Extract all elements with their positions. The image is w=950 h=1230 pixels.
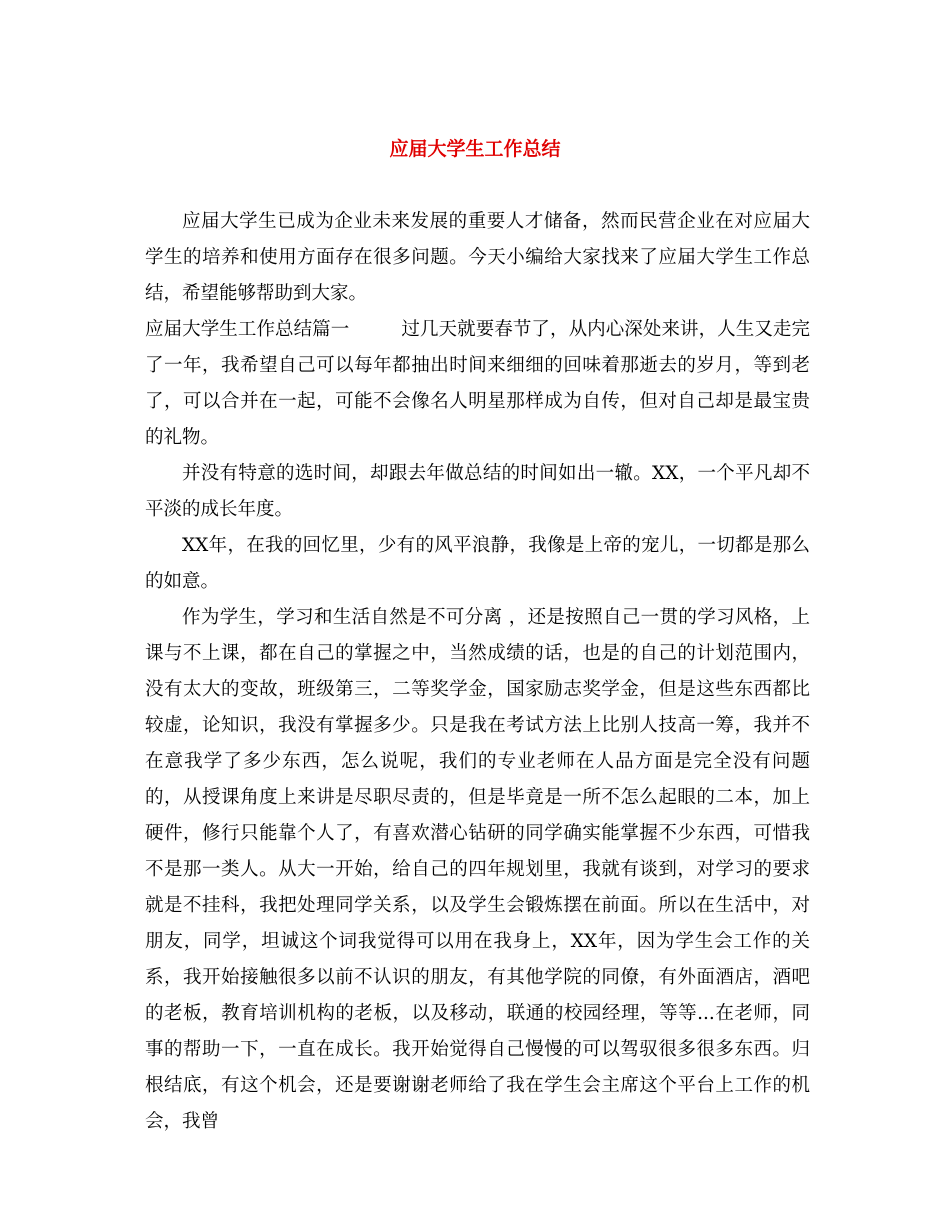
paragraph-4: 作为学生，学习和生活自然是不可分离 ，还是按照自己一贯的学习风格，上课与不上课，都在自己的掌握之中，当然成绩的话，也是的自己的计划范围内，没有太大的变故，班级第三，二等奖学金，国家励志奖学金，但是这些东西都比较虚，论知识，我没有掌握多少。只是我在考试方法上比别人技高一筹，我并不在意我学了多少东西，怎么说呢，我们的专业老师在人品方面是完全没有问题的，从授课角度上来讲是尽职尽责的，但是毕竟是一所不怎么起眼的二本，加上硬件，修行只能靠个人了，有喜欢潜心钻研的同学确实能掌握不少东西，可惜我不是那一类人。从大一开始，给自己的四年规划里，我就有谈到，对学习的要求就是不挂科，我把处理同学关系，以及学生会锻炼摆在前面。所以在生活中，对朋友，同学，坦诚这个词我觉得可以用在我身上，XX年，因为学生会工作的关系，我开始接触很多以前不认识的朋友，有其他学院的同僚，有外面酒店，酒吧的老板，教育培训机构的老板，以及移动，联通的校园经理，等等...在老师，同事的帮助一下，一直在成长。我开始觉得自己慢慢的可以驾驭很多很多东西。归根结底，有这个机会，还是要谢谢老师给了我在学生会主席这个平台上工作的机会，我曾: [145, 607, 810, 1132]
paragraph-2: 并没有特意的选时间，却跟去年做总结的时间如出一辙。XX，一个平凡却不平淡的成长年度。: [145, 463, 810, 520]
section-first-text: 过几天就要春节了，从内心深处来讲，人生又走完了一年，我希望自己可以每年都抽出时间来细细的回味着那逝去的岁月，等到老了，可以合并在一起，可能不会像名人明星那样成为自传，但对自己却是最宝贵的礼物。: [145, 319, 810, 448]
page-title: 应届大学生工作总结: [389, 138, 561, 160]
section-heading: 应届大学生工作总结篇一: [145, 319, 350, 340]
document-body: [145, 204, 810, 1140]
paragraph-section-one: [145, 312, 810, 456]
paragraph-3: XX年，在我的回忆里，少有的风平浪静，我像是上帝的宠儿，一切都是那么的如意。: [145, 535, 810, 592]
paragraph-intro: 应届大学生已成为企业未来发展的重要人才储备，然而民营企业在对应届大学生的培养和使用方面存在很多问题。今天小编给大家找来了应届大学生工作总结，希望能够帮助到大家。: [145, 211, 810, 304]
